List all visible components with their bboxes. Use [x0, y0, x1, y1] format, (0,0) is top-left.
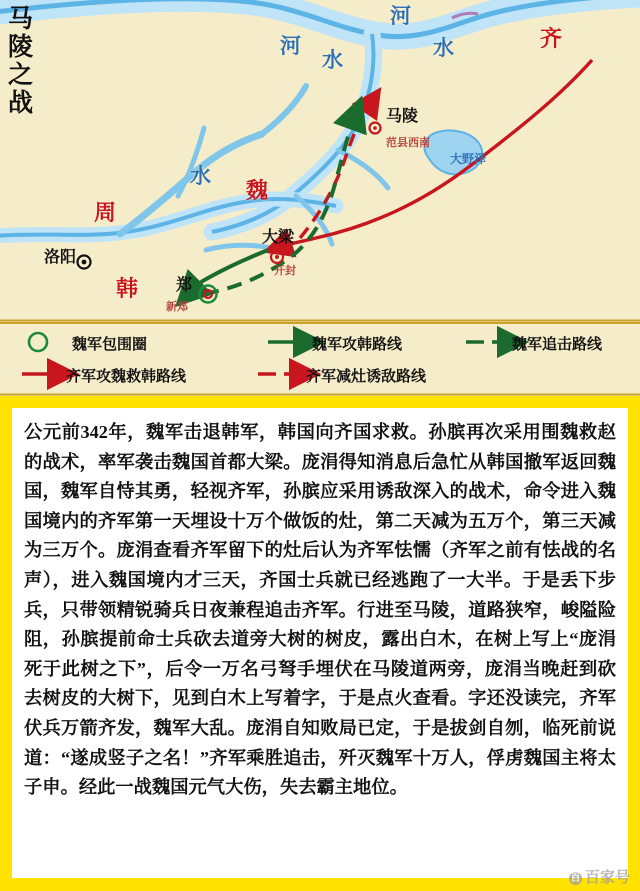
map-title-char-4: 战 [8, 90, 34, 117]
state-label-han: 韩 [116, 276, 139, 301]
battle-map [0, 0, 640, 322]
river-label-he-east: 河 [390, 4, 411, 28]
city-label-daliang: 大梁 [262, 229, 295, 246]
map-title-char-1: 马 [8, 6, 34, 33]
legend-label-wei-encirclement: 魏军包围圈 [72, 337, 148, 353]
map-title-char-2: 陵 [8, 34, 34, 61]
city-label-zheng: 郑 [176, 277, 193, 294]
state-label-qi: 齐 [540, 26, 563, 51]
legend-label-qi-attack-wei: 齐军攻魏救韩路线 [66, 369, 187, 385]
map-title-char-3: 之 [8, 62, 34, 89]
legend-label-wei-pursuit: 魏军追击路线 [512, 337, 603, 353]
river-label-shui-west: 水 [322, 48, 343, 72]
city-sublabel-zheng: 新郑 [166, 301, 188, 313]
legend-label-qi-stove-decoy: 齐军减灶诱敌路线 [306, 369, 427, 385]
state-label-zhou: 周 [94, 200, 117, 225]
state-label-wei: 魏 [246, 178, 269, 203]
legend-label-wei-attack-han: 魏军攻韩路线 [312, 337, 403, 353]
article-section [0, 396, 640, 891]
city-label-luoyang: 洛阳 [44, 249, 77, 266]
city-sublabel-daliang: 开封 [274, 265, 296, 277]
lake-label-daye: 大野泽 [450, 152, 487, 166]
article-card [12, 408, 628, 878]
watermark [569, 866, 630, 887]
city-sublabel-maling: 范县西南 [386, 137, 430, 149]
map-legend [0, 322, 640, 396]
watermark-label: 百家号 [584, 870, 630, 886]
article-text: 公元前342年，魏军击退韩军，韩国向齐国求救。孙膑再次采用围魏救赵的战术，率军袭击魏国首都大梁。庞涓得知消息后急忙从韩国撤军返回魏国，魏军自恃其勇，轻视齐军，孙膑应采用诱敌深入的战术，命令进入魏国境内的齐军第一天埋设十万个做饭的灶，第二天减为五万个，第三天减为三万个。庞涓查看齐军留下的灶后认为齐军怯懦（齐军之前有怯战的名声），进入魏国境内才三天，齐国士兵就已经逃跑了一大半。于是丢下步兵，只带领精锐骑兵日夜兼程追击齐军。行进至马陵，道路狭窄，峻隘险阻，孙膑提前命士兵砍去道旁大树的树皮，露出白木，在树上写上“庞涓死于此树之下”，后令一万名弓弩手埋伏在马陵道两旁，庞涓当晚赶到砍去树皮的大树下，见到白木上写着字，于是点火查看。字还没读完，齐军伏兵万箭齐发，魏军大乱。庞涓自知败局已定，于是拔剑自刎，临死前说道：“遂成竖子之名！”齐军乘胜追击，歼灭魏军十万人，俘虏魏国主将太子申。经此一战魏国元气大伤，失去霸主地位。 [24, 422, 616, 798]
map-title [8, 6, 48, 118]
river-label-shui-south: 水 [190, 164, 211, 188]
river-label-shui-east: 水 [433, 36, 454, 60]
river-label-he-west: 河 [280, 34, 301, 58]
city-label-maling: 马陵 [386, 108, 419, 125]
watermark-icon: 百 [570, 873, 581, 884]
